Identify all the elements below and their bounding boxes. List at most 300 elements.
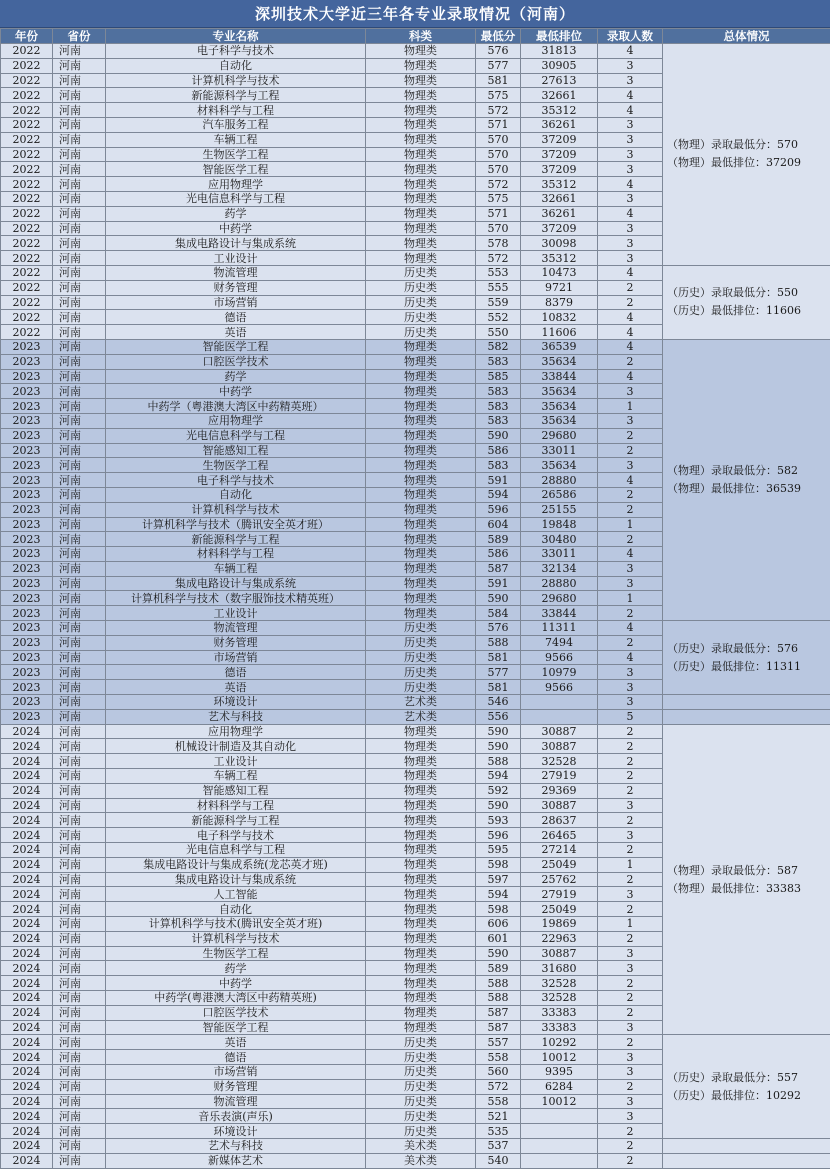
category-cell: 历史类 [366, 621, 476, 636]
header-category: 科类 [366, 29, 476, 44]
category-cell: 物理类 [366, 236, 476, 251]
admitted-cell: 4 [598, 621, 663, 636]
admitted-cell: 3 [598, 576, 663, 591]
category-cell: 物理类 [366, 783, 476, 798]
min-rank-cell: 10292 [521, 1035, 598, 1050]
min-score-cell: 572 [476, 177, 521, 192]
summary-cell [663, 621, 830, 695]
min-score-cell: 583 [476, 458, 521, 473]
min-rank-cell: 9721 [521, 280, 598, 295]
year-cell: 2024 [1, 1079, 53, 1094]
min-rank-cell: 11606 [521, 325, 598, 340]
major-cell: 应用物理学 [106, 413, 366, 428]
min-score-cell: 557 [476, 1035, 521, 1050]
min-score-cell: 572 [476, 251, 521, 266]
min-rank-cell: 10979 [521, 665, 598, 680]
category-cell: 物理类 [366, 206, 476, 221]
min-score-cell: 570 [476, 147, 521, 162]
summary-line: （历史）最低排位：11606 [667, 304, 801, 318]
category-cell: 物理类 [366, 443, 476, 458]
year-cell: 2023 [1, 547, 53, 562]
min-rank-cell: 28637 [521, 813, 598, 828]
year-cell: 2022 [1, 103, 53, 118]
min-score-cell: 558 [476, 1094, 521, 1109]
table-body [1, 44, 830, 1169]
province-cell: 河南 [53, 117, 106, 132]
province-cell: 河南 [53, 621, 106, 636]
min-rank-cell: 27214 [521, 843, 598, 858]
province-cell: 河南 [53, 325, 106, 340]
major-cell: 生物医学工程 [106, 458, 366, 473]
province-cell: 河南 [53, 591, 106, 606]
year-cell: 2024 [1, 887, 53, 902]
min-score-cell: 588 [476, 991, 521, 1006]
summary-line: （物理）录取最低分：570 [667, 138, 798, 152]
province-cell: 河南 [53, 73, 106, 88]
year-cell: 2024 [1, 739, 53, 754]
min-score-cell: 586 [476, 547, 521, 562]
min-rank-cell: 19848 [521, 517, 598, 532]
province-cell: 河南 [53, 1079, 106, 1094]
major-cell: 市场营销 [106, 295, 366, 310]
year-cell: 2023 [1, 517, 53, 532]
province-cell: 河南 [53, 191, 106, 206]
min-rank-cell: 33383 [521, 1020, 598, 1035]
min-score-cell: 598 [476, 857, 521, 872]
admitted-cell: 1 [598, 399, 663, 414]
min-score-cell: 571 [476, 117, 521, 132]
year-cell: 2024 [1, 976, 53, 991]
year-cell: 2024 [1, 1094, 53, 1109]
major-cell: 车辆工程 [106, 561, 366, 576]
header-summary: 总体情况 [663, 29, 830, 44]
year-cell: 2022 [1, 295, 53, 310]
admitted-cell: 2 [598, 783, 663, 798]
summary-cell [663, 339, 830, 620]
admitted-cell: 2 [598, 902, 663, 917]
category-cell: 物理类 [366, 576, 476, 591]
min-score-cell: 590 [476, 946, 521, 961]
admitted-cell: 3 [598, 236, 663, 251]
year-cell: 2022 [1, 325, 53, 340]
year-cell: 2024 [1, 1020, 53, 1035]
summary-line: （物理）最低排位：33383 [667, 881, 801, 895]
min-score-cell: 586 [476, 443, 521, 458]
major-cell: 光电信息科学与工程 [106, 843, 366, 858]
min-rank-cell [521, 695, 598, 710]
major-cell: 口腔医学技术 [106, 1005, 366, 1020]
min-rank-cell: 10012 [521, 1094, 598, 1109]
province-cell: 河南 [53, 295, 106, 310]
min-score-cell: 587 [476, 1020, 521, 1035]
min-score-cell: 570 [476, 221, 521, 236]
category-cell: 物理类 [366, 946, 476, 961]
province-cell: 河南 [53, 1109, 106, 1124]
category-cell: 物理类 [366, 517, 476, 532]
admitted-cell: 4 [598, 206, 663, 221]
category-cell: 物理类 [366, 502, 476, 517]
category-cell: 美术类 [366, 1153, 476, 1168]
province-cell: 河南 [53, 265, 106, 280]
year-cell: 2022 [1, 236, 53, 251]
major-cell: 智能医学工程 [106, 162, 366, 177]
province-cell: 河南 [53, 1020, 106, 1035]
year-cell: 2022 [1, 251, 53, 266]
province-cell: 河南 [53, 843, 106, 858]
year-cell: 2024 [1, 1035, 53, 1050]
summary-cell [663, 695, 830, 710]
year-cell: 2024 [1, 1109, 53, 1124]
min-score-cell: 583 [476, 384, 521, 399]
category-cell: 物理类 [366, 828, 476, 843]
admitted-cell: 3 [598, 251, 663, 266]
year-cell: 2022 [1, 132, 53, 147]
admitted-cell: 3 [598, 191, 663, 206]
admitted-cell: 2 [598, 1138, 663, 1153]
min-rank-cell: 9566 [521, 680, 598, 695]
summary-line: （历史）录取最低分：550 [667, 286, 798, 300]
year-cell: 2023 [1, 532, 53, 547]
admitted-cell: 3 [598, 58, 663, 73]
year-cell: 2024 [1, 1153, 53, 1168]
major-cell: 电子科学与技术 [106, 473, 366, 488]
province-cell: 河南 [53, 561, 106, 576]
major-cell: 汽车服务工程 [106, 117, 366, 132]
province-cell: 河南 [53, 458, 106, 473]
province-cell: 河南 [53, 769, 106, 784]
year-cell: 2023 [1, 354, 53, 369]
province-cell: 河南 [53, 635, 106, 650]
category-cell: 物理类 [366, 117, 476, 132]
category-cell: 物理类 [366, 177, 476, 192]
admitted-cell: 2 [598, 1005, 663, 1020]
admitted-cell: 2 [598, 1035, 663, 1050]
province-cell: 河南 [53, 872, 106, 887]
min-score-cell: 559 [476, 295, 521, 310]
category-cell: 物理类 [366, 532, 476, 547]
province-cell: 河南 [53, 399, 106, 414]
category-cell: 物理类 [366, 547, 476, 562]
category-cell: 物理类 [366, 428, 476, 443]
min-rank-cell: 31813 [521, 44, 598, 59]
province-cell: 河南 [53, 310, 106, 325]
province-cell: 河南 [53, 517, 106, 532]
major-cell: 物流管理 [106, 1094, 366, 1109]
min-score-cell: 594 [476, 887, 521, 902]
major-cell: 中药学 [106, 384, 366, 399]
major-cell: 材料科学与工程 [106, 547, 366, 562]
min-rank-cell: 10473 [521, 265, 598, 280]
admitted-cell: 2 [598, 739, 663, 754]
province-cell: 河南 [53, 88, 106, 103]
min-score-cell: 555 [476, 280, 521, 295]
min-rank-cell: 35312 [521, 103, 598, 118]
min-score-cell: 556 [476, 709, 521, 724]
admitted-cell: 3 [598, 1020, 663, 1035]
province-cell: 河南 [53, 902, 106, 917]
category-cell: 物理类 [366, 58, 476, 73]
major-cell: 车辆工程 [106, 132, 366, 147]
min-rank-cell: 37209 [521, 162, 598, 177]
admitted-cell: 2 [598, 1079, 663, 1094]
province-cell: 河南 [53, 413, 106, 428]
category-cell: 历史类 [366, 1109, 476, 1124]
category-cell: 历史类 [366, 280, 476, 295]
province-cell: 河南 [53, 532, 106, 547]
category-cell: 历史类 [366, 665, 476, 680]
min-score-cell: 577 [476, 665, 521, 680]
min-score-cell: 581 [476, 650, 521, 665]
summary-cell [663, 724, 830, 1035]
admitted-cell: 1 [598, 857, 663, 872]
table-row [1, 724, 830, 739]
min-rank-cell: 26586 [521, 487, 598, 502]
min-rank-cell: 33844 [521, 369, 598, 384]
table-row [1, 621, 830, 636]
min-score-cell: 560 [476, 1064, 521, 1079]
min-rank-cell [521, 1124, 598, 1139]
province-cell: 河南 [53, 162, 106, 177]
province-cell: 河南 [53, 680, 106, 695]
year-cell: 2023 [1, 680, 53, 695]
admitted-cell: 4 [598, 473, 663, 488]
min-rank-cell: 32134 [521, 561, 598, 576]
major-cell: 电子科学与技术 [106, 44, 366, 59]
admitted-cell: 2 [598, 872, 663, 887]
min-score-cell: 540 [476, 1153, 521, 1168]
admitted-cell: 3 [598, 1050, 663, 1065]
province-cell: 河南 [53, 236, 106, 251]
year-cell: 2024 [1, 1138, 53, 1153]
min-rank-cell: 25762 [521, 872, 598, 887]
year-cell: 2023 [1, 339, 53, 354]
major-cell: 光电信息科学与工程 [106, 191, 366, 206]
category-cell: 历史类 [366, 1094, 476, 1109]
min-score-cell: 581 [476, 680, 521, 695]
major-cell: 药学 [106, 206, 366, 221]
admitted-cell: 4 [598, 650, 663, 665]
min-score-cell: 585 [476, 369, 521, 384]
category-cell: 物理类 [366, 103, 476, 118]
province-cell: 河南 [53, 887, 106, 902]
admitted-cell: 2 [598, 635, 663, 650]
major-cell: 集成电路设计与集成系统 [106, 236, 366, 251]
admitted-cell: 2 [598, 754, 663, 769]
category-cell: 物理类 [366, 843, 476, 858]
year-cell: 2023 [1, 576, 53, 591]
min-score-cell: 588 [476, 976, 521, 991]
year-cell: 2022 [1, 265, 53, 280]
year-cell: 2023 [1, 487, 53, 502]
min-rank-cell: 27613 [521, 73, 598, 88]
province-cell: 河南 [53, 132, 106, 147]
year-cell: 2022 [1, 206, 53, 221]
major-cell: 应用物理学 [106, 177, 366, 192]
min-rank-cell [521, 1153, 598, 1168]
major-cell: 英语 [106, 1035, 366, 1050]
major-cell: 口腔医学技术 [106, 354, 366, 369]
category-cell: 物理类 [366, 44, 476, 59]
province-cell: 河南 [53, 991, 106, 1006]
min-rank-cell: 6284 [521, 1079, 598, 1094]
page-title: 深圳技术大学近三年各专业录取情况（河南） [0, 0, 830, 28]
admitted-cell: 2 [598, 1153, 663, 1168]
province-cell: 河南 [53, 1050, 106, 1065]
min-rank-cell: 22963 [521, 931, 598, 946]
province-cell: 河南 [53, 280, 106, 295]
min-rank-cell: 25049 [521, 902, 598, 917]
category-cell: 历史类 [366, 1064, 476, 1079]
major-cell: 英语 [106, 325, 366, 340]
min-score-cell: 590 [476, 591, 521, 606]
category-cell: 物理类 [366, 1020, 476, 1035]
min-score-cell: 606 [476, 917, 521, 932]
province-cell: 河南 [53, 650, 106, 665]
min-rank-cell: 7494 [521, 635, 598, 650]
min-rank-cell: 30887 [521, 739, 598, 754]
admitted-cell: 4 [598, 547, 663, 562]
category-cell: 历史类 [366, 265, 476, 280]
year-cell: 2023 [1, 709, 53, 724]
min-score-cell: 595 [476, 843, 521, 858]
admitted-cell: 2 [598, 428, 663, 443]
category-cell: 物理类 [366, 887, 476, 902]
table-row [1, 1138, 830, 1153]
admitted-cell: 3 [598, 680, 663, 695]
min-rank-cell: 32661 [521, 191, 598, 206]
year-cell: 2024 [1, 828, 53, 843]
min-score-cell: 575 [476, 88, 521, 103]
province-cell: 河南 [53, 177, 106, 192]
category-cell: 物理类 [366, 251, 476, 266]
major-cell: 中药学(粤港澳大湾区中药精英班) [106, 991, 366, 1006]
year-cell: 2023 [1, 606, 53, 621]
major-cell: 材料科学与工程 [106, 103, 366, 118]
category-cell: 物理类 [366, 132, 476, 147]
admitted-cell: 3 [598, 946, 663, 961]
admitted-cell: 2 [598, 443, 663, 458]
min-rank-cell: 19869 [521, 917, 598, 932]
year-cell: 2024 [1, 813, 53, 828]
min-rank-cell: 33011 [521, 443, 598, 458]
admitted-cell: 1 [598, 591, 663, 606]
min-rank-cell: 33383 [521, 1005, 598, 1020]
summary-line: （历史）最低排位：10292 [667, 1088, 801, 1102]
year-cell: 2022 [1, 73, 53, 88]
min-score-cell: 521 [476, 1109, 521, 1124]
min-score-cell: 558 [476, 1050, 521, 1065]
min-rank-cell: 10012 [521, 1050, 598, 1065]
year-cell: 2023 [1, 458, 53, 473]
admitted-cell: 2 [598, 502, 663, 517]
min-rank-cell: 27919 [521, 887, 598, 902]
min-rank-cell: 35312 [521, 251, 598, 266]
province-cell: 河南 [53, 473, 106, 488]
province-cell: 河南 [53, 547, 106, 562]
header-row [1, 29, 830, 44]
year-cell: 2023 [1, 621, 53, 636]
min-score-cell: 592 [476, 783, 521, 798]
min-rank-cell: 30098 [521, 236, 598, 251]
min-rank-cell: 8379 [521, 295, 598, 310]
min-rank-cell: 33011 [521, 547, 598, 562]
min-rank-cell: 35634 [521, 413, 598, 428]
category-cell: 物理类 [366, 917, 476, 932]
category-cell: 物理类 [366, 754, 476, 769]
min-score-cell: 575 [476, 191, 521, 206]
admitted-cell: 3 [598, 1109, 663, 1124]
province-cell: 河南 [53, 576, 106, 591]
major-cell: 集成电路设计与集成系统 [106, 576, 366, 591]
province-cell: 河南 [53, 147, 106, 162]
admitted-cell: 2 [598, 295, 663, 310]
year-cell: 2024 [1, 843, 53, 858]
min-score-cell: 552 [476, 310, 521, 325]
admitted-cell: 2 [598, 532, 663, 547]
min-score-cell: 587 [476, 561, 521, 576]
major-cell: 自动化 [106, 902, 366, 917]
major-cell: 集成电路设计与集成系统(龙芯英才班) [106, 857, 366, 872]
min-score-cell: 587 [476, 1005, 521, 1020]
major-cell: 新能源科学与工程 [106, 88, 366, 103]
year-cell: 2024 [1, 946, 53, 961]
major-cell: 光电信息科学与工程 [106, 428, 366, 443]
min-rank-cell: 35312 [521, 177, 598, 192]
category-cell: 物理类 [366, 591, 476, 606]
category-cell: 美术类 [366, 1138, 476, 1153]
admitted-cell: 3 [598, 413, 663, 428]
year-cell: 2022 [1, 191, 53, 206]
summary-line: （物理）最低排位：37209 [667, 156, 801, 170]
year-cell: 2022 [1, 177, 53, 192]
min-rank-cell: 28880 [521, 576, 598, 591]
province-cell: 河南 [53, 58, 106, 73]
min-score-cell: 588 [476, 635, 521, 650]
major-cell: 中药学 [106, 976, 366, 991]
min-rank-cell: 9566 [521, 650, 598, 665]
min-rank-cell: 32528 [521, 976, 598, 991]
min-rank-cell: 33844 [521, 606, 598, 621]
min-score-cell: 591 [476, 576, 521, 591]
admitted-cell: 3 [598, 887, 663, 902]
min-rank-cell: 36261 [521, 117, 598, 132]
year-cell: 2022 [1, 162, 53, 177]
major-cell: 集成电路设计与集成系统 [106, 872, 366, 887]
admitted-cell: 4 [598, 265, 663, 280]
major-cell: 艺术与科技 [106, 709, 366, 724]
major-cell: 音乐表演(声乐) [106, 1109, 366, 1124]
header-province: 省份 [53, 29, 106, 44]
major-cell: 计算机科学与技术 [106, 931, 366, 946]
category-cell: 历史类 [366, 1079, 476, 1094]
year-cell: 2024 [1, 798, 53, 813]
category-cell: 物理类 [366, 88, 476, 103]
major-cell: 德语 [106, 1050, 366, 1065]
category-cell: 物理类 [366, 191, 476, 206]
min-score-cell: 594 [476, 769, 521, 784]
admitted-cell: 2 [598, 487, 663, 502]
summary-line: （物理）最低排位：36539 [667, 482, 801, 495]
province-cell: 河南 [53, 502, 106, 517]
major-cell: 生物医学工程 [106, 147, 366, 162]
major-cell: 新媒体艺术 [106, 1153, 366, 1168]
province-cell: 河南 [53, 1035, 106, 1050]
category-cell: 物理类 [366, 931, 476, 946]
major-cell: 新能源科学与工程 [106, 532, 366, 547]
min-rank-cell: 32528 [521, 991, 598, 1006]
province-cell: 河南 [53, 976, 106, 991]
year-cell: 2023 [1, 635, 53, 650]
